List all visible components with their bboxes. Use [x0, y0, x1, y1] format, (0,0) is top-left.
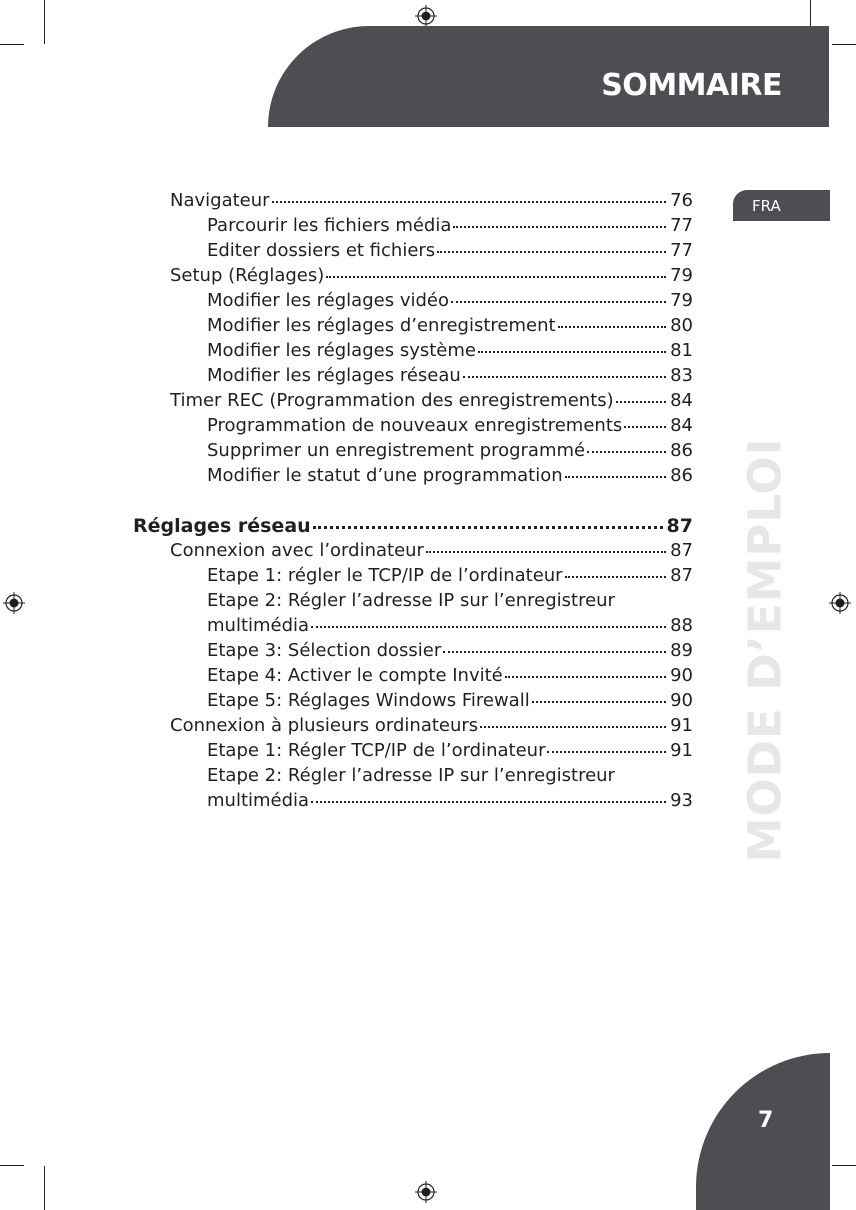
dot-leader: [313, 526, 663, 529]
dot-leader: [587, 451, 666, 453]
dot-leader: [616, 401, 666, 403]
toc-entry-page: 87: [670, 565, 693, 586]
toc-entry-title: Etape 5: Réglages Windows Firewall: [207, 690, 530, 711]
toc-entry: [170, 190, 693, 212]
toc-entry-title: Modifier les réglages réseau: [207, 365, 461, 386]
toc-entry: [207, 440, 693, 462]
registration-mark-icon: [415, 1181, 437, 1203]
toc-entry: [207, 465, 693, 487]
toc-entry-page: 84: [670, 415, 693, 436]
toc-entry: [207, 665, 693, 687]
toc-entry-page: 77: [670, 215, 693, 236]
toc-entry-page: 83: [670, 365, 693, 386]
toc-entry: [207, 590, 693, 612]
toc-entry-page: 93: [670, 790, 693, 811]
crop-mark: [832, 44, 856, 45]
toc-entry-title: Timer REC (Programmation des enregistrements): [170, 390, 614, 411]
dot-leader: [437, 251, 666, 253]
toc-entry-title: Parcourir les fichiers média: [207, 215, 452, 236]
toc-entry: [207, 565, 693, 587]
dot-leader: [463, 376, 666, 378]
dot-leader: [311, 801, 666, 803]
dot-leader: [558, 326, 667, 328]
dot-leader: [480, 726, 666, 728]
toc-entry-title: Connexion à plusieurs ordinateurs: [170, 715, 479, 736]
toc-entry: [207, 365, 693, 387]
registration-mark-icon: [3, 592, 25, 614]
toc-entry-page: 86: [670, 440, 693, 461]
dot-leader: [453, 226, 666, 228]
toc-entry-title: Editer dossiers et fichiers: [207, 240, 436, 261]
registration-mark-icon: [829, 592, 851, 614]
toc-entry: [207, 215, 693, 237]
toc-entry: [207, 640, 693, 662]
toc-entry: [207, 690, 693, 712]
toc-entry-title: Etape 2: Régler l’adresse IP sur l’enregistreur: [207, 765, 615, 786]
dot-leader: [565, 576, 667, 578]
toc-entry-page: 86: [670, 465, 693, 486]
crop-mark: [44, 1166, 45, 1210]
page-title: SOMMAIRE: [601, 68, 782, 103]
toc-entry-page: 79: [670, 265, 693, 286]
toc-entry-title: Etape 3: Sélection dossier: [207, 640, 442, 661]
toc-entry-page: 76: [670, 190, 693, 211]
toc-entry: [170, 390, 693, 412]
toc-entry-title: Réglages réseau: [133, 515, 311, 537]
toc-entry-page: 84: [670, 390, 693, 411]
toc-entry-title: multimédia: [207, 790, 310, 811]
dot-leader: [443, 651, 666, 653]
toc-entry-title: Modifier les réglages d’enregistrement: [207, 315, 556, 336]
crop-mark: [832, 1165, 856, 1166]
registration-mark-icon: [415, 5, 437, 27]
toc-entry-page: 89: [670, 640, 693, 661]
toc-entry-title: Connexion avec l’ordinateur: [170, 540, 424, 561]
crop-mark: [0, 44, 24, 45]
toc-entry-page: 91: [670, 740, 693, 761]
toc-entry-page: 79: [670, 290, 693, 311]
dot-leader: [478, 351, 666, 353]
toc-entry: [170, 540, 693, 562]
page-number: 7: [758, 1108, 774, 1133]
toc-entry: [170, 265, 693, 287]
toc-entry-title: Programmation de nouveaux enregistrements: [207, 415, 623, 436]
toc-entry-page: 81: [670, 340, 693, 361]
toc-entry-title: Modifier les réglages système: [207, 340, 476, 361]
toc-entry-title: Modifier le statut d’une programmation: [207, 465, 563, 486]
toc-entry: [207, 240, 693, 262]
toc-entry-title: Modifier les réglages vidéo: [207, 290, 449, 311]
dot-leader: [565, 476, 666, 478]
toc-entry-page: 87: [670, 540, 693, 561]
toc-entry-page: 91: [670, 715, 693, 736]
toc-entry-page: 87: [666, 515, 693, 537]
toc-entry: [207, 340, 693, 362]
toc-entry-title: Setup (Réglages): [170, 265, 325, 286]
toc-entry-title: Supprimer un enregistrement programmé: [207, 440, 586, 461]
toc-entry-page: 90: [670, 665, 693, 686]
toc-entry: [170, 715, 693, 737]
crop-mark: [44, 0, 45, 44]
toc-entry-page: 88: [670, 615, 693, 636]
dot-leader: [532, 701, 666, 703]
toc-entry: [207, 740, 693, 762]
toc-entry: [207, 415, 693, 437]
dot-leader: [547, 751, 666, 753]
crop-mark: [0, 1165, 24, 1166]
dot-leader: [426, 551, 666, 553]
toc-entry: [207, 765, 693, 787]
toc-entry-title: Navigateur: [170, 190, 270, 211]
toc-entry-title: Etape 1: régler le TCP/IP de l’ordinateur: [207, 565, 563, 586]
toc-entry-title: multimédia: [207, 615, 310, 636]
toc-section-heading: [133, 515, 693, 537]
toc-entry: [207, 315, 693, 337]
toc-entry-title: Etape 4: Activer le compte Invité: [207, 665, 503, 686]
dot-leader: [505, 676, 666, 678]
toc-entry: [207, 290, 693, 312]
dot-leader: [326, 276, 666, 278]
dot-leader: [272, 201, 667, 203]
language-tab: [733, 190, 830, 221]
toc-entry-page: 80: [670, 315, 693, 336]
toc-entry-page: 77: [670, 240, 693, 261]
side-label: MODE D’EMPLOI: [738, 437, 792, 863]
toc-entry: [207, 790, 693, 812]
toc-entry-title: Etape 2: Régler l’adresse IP sur l’enregistreur: [207, 590, 615, 611]
dot-leader: [451, 301, 666, 303]
language-label: FRA: [752, 197, 781, 215]
toc-entry-page: 90: [670, 690, 693, 711]
dot-leader: [311, 626, 666, 628]
dot-leader: [624, 426, 666, 428]
toc-entry: [207, 615, 693, 637]
toc-entry-title: Etape 1: Régler TCP/IP de l’ordinateur: [207, 740, 546, 761]
